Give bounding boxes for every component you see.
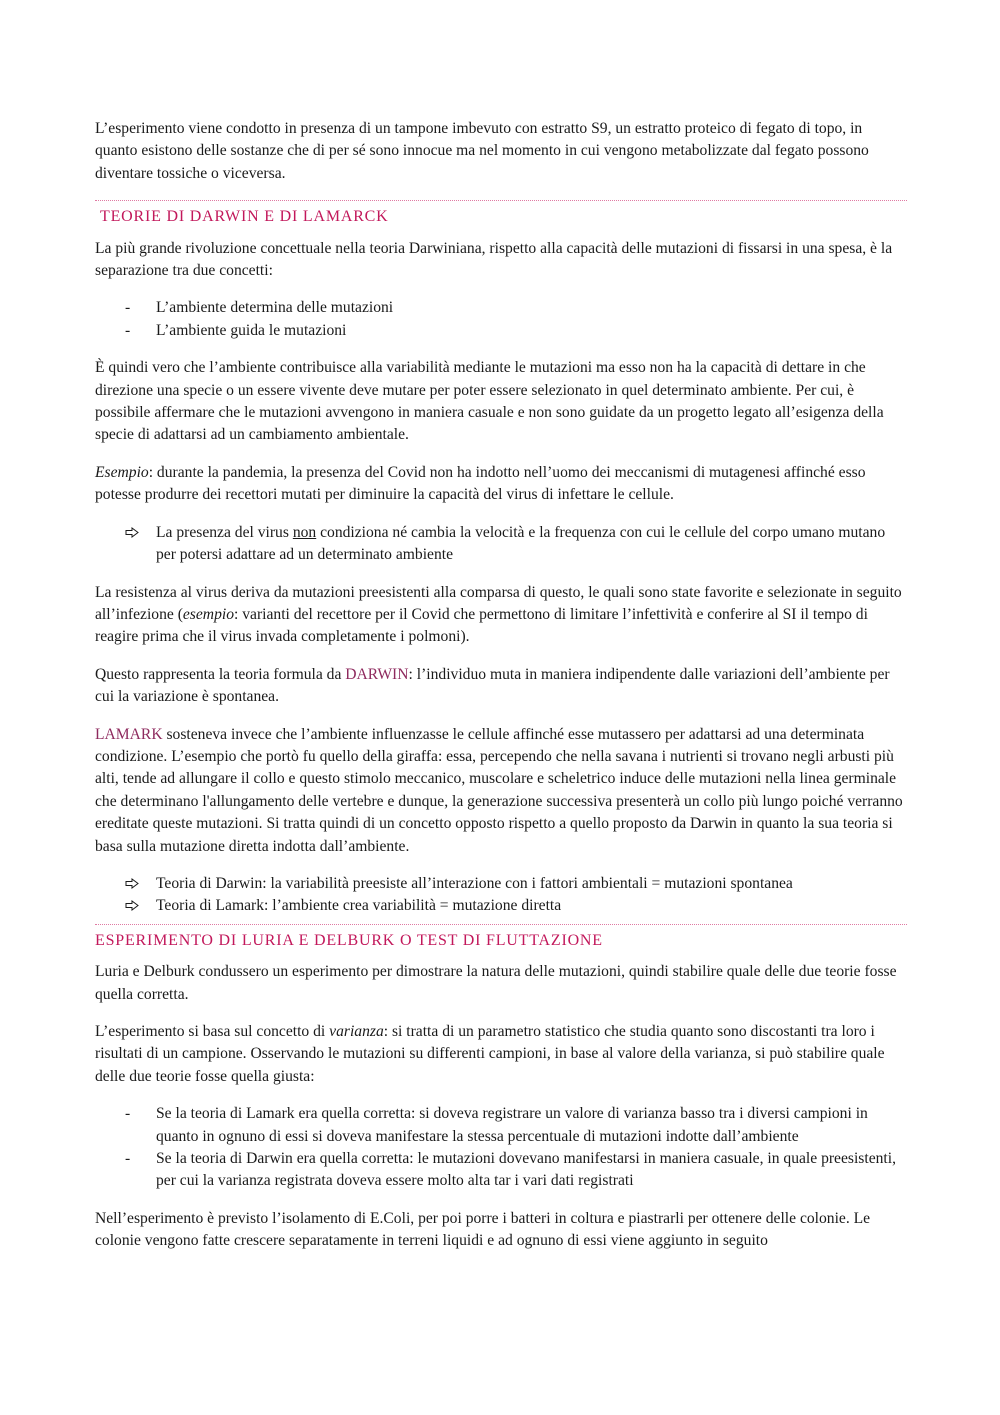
paragraph-variability: È quindi vero che l’ambiente contribuisce alla variabilità mediante le mutazioni ma esso non ha la capacità di dettare in che direzione una specie o un essere vivente deve mutare per poter essere selezionato in quel determinato ambiente. Per cui, è possibile affermare che le mutazioni avvengono in maniera casuale e non sono guidate da un progetto legato all’esigenza della specie di adattarsi ad un cambiamento ambientale. — [95, 359, 884, 444]
list-item: - L’ambiente guida le mutazioni — [95, 320, 907, 342]
intro-paragraph: L’esperimento viene condotto in presenza di un tampone imbevuto con estratto S9, un estratto proteico di fegato di topo, in quanto esistono delle sostanze che di per sé sono innocue ma nel momento in cui vengono metabolizzate dal fegato possono diventare tossiche o viceversa. — [95, 120, 869, 182]
paragraph-example: Esempio: durante la pandemia, la presenza del Covid non ha indotto nell’uomo dei meccanismi di mutagenesi affinché esso potesse produrre dei recettori mutati per diminuire la capacità del virus di infettare le cellule. — [95, 463, 866, 504]
arrow-right-icon — [125, 878, 139, 889]
lamark-term: LAMARK — [95, 725, 163, 743]
paragraph-luria-intro: Luria e Delburk condussero un esperimento per dimostrare la natura delle mutazioni, quindi stabilire quale delle due teorie fosse quella corretta. — [95, 963, 897, 1003]
arrow-item: La presenza del virus non condiziona né cambia la velocità e la frequenza con cui le cellule del corpo umano mutano per potersi adattare ad un determinato ambiente — [95, 522, 907, 567]
dash-marker: - — [125, 321, 131, 339]
arrow-item: Teoria di Darwin: la variabilità preesiste all’interazione con i fattori ambientali = mutazioni spontanea — [95, 873, 907, 895]
list-item: - L’ambiente determina delle mutazioni — [95, 297, 907, 319]
example-label: Esempio — [95, 463, 149, 481]
paragraph-revolution: La più grande rivoluzione concettuale nella teoria Darwiniana, rispetto alla capacità delle mutazioni di fissarsi in una spesa, è la separazione tra due concetti: — [95, 239, 893, 280]
arrow-right-icon — [125, 900, 139, 911]
list-item: - Se la teoria di Darwin era quella corretta: le mutazioni dovevano manifestarsi in maniera casuale, in quale preesistenti, per cui la varianza registrata doveva essere molto alta tar i vari dati registrati — [125, 1150, 896, 1190]
paragraph-variance: L’esperimento si basa sul concetto di varianza: si tratta di un parametro statistico che studia quanto sono discostanti tra loro i risultati di un campione. Osservando le mutazioni su differenti campioni, in base al valore della varianza, si può stabilire quale delle due teorie fosse quella giusta: — [95, 1023, 885, 1085]
underlined-word: non — [292, 523, 317, 541]
darwin-term: DARWIN — [345, 665, 409, 683]
arrow-right-icon — [125, 527, 139, 538]
dash-marker: - — [125, 1150, 131, 1168]
concepts-list — [95, 297, 907, 342]
variance-list — [95, 1103, 907, 1193]
dash-marker: - — [125, 299, 131, 317]
paragraph-darwin: Questo rappresenta la teoria formula da DARWIN: l’individuo muta in maniera indipendente dalle variazioni dell’ambiente per cui la variazione è spontanea. — [95, 665, 890, 706]
list-item: - Se la teoria di Lamark era quella corretta: si doveva registrare un valore di varianza basso tra i diversi campioni in quanto in ognuno di essi si doveva manifestare la stessa percentuale di mutazioni indotte dall’ambiente — [125, 1105, 868, 1145]
section-heading-darwin-lamarck: TEORIE DI DARWIN E DI LAMARCK — [100, 208, 389, 226]
document-page — [95, 118, 907, 1268]
paragraph-ecoli: Nell’esperimento è previsto l’isolamento di E.Coli, per poi porre i batteri in coltura e piastrarli per ottenere delle colonie. Le colonie vengono fatte crescere separatamente in terreni liquidi e ad ognuno di essi viene aggiunto in seguito — [95, 1209, 871, 1250]
arrow-item: Teoria di Lamark: l’ambiente crea variabilità = mutazione diretta — [95, 895, 907, 917]
arrow-list — [95, 522, 907, 567]
paragraph-lamark: LAMARK sosteneva invece che l’ambiente influenzasse le cellule affinché esse mutassero per adattarsi ad una determinata condizione. L’esempio che portò fu quello della giraffa: essa, percependo che nella savana i nutrienti si trovano negli arbusti più alti, tende ad allungare il collo e questo stimolo meccanico, muscolare e scheletrico induce delle mutazioni nella linea germinale che determinano l'allungamento delle vertebre e dunque, la generazione successiva presenterà un collo più lungo poiché verranno ereditate queste mutazioni. Si tratta quindi di un concetto opposto rispetto a quello proposto da Darwin in quanto la sua teoria si basa sulla mutazione diretta indotta dall’ambiente. — [95, 725, 903, 855]
section-heading-luria-delburk: ESPERIMENTO DI LURIA E DELBURK O TEST DI FLUTTAZIONE — [95, 931, 603, 949]
dash-marker: - — [125, 1105, 131, 1123]
theory-arrow-list — [95, 873, 907, 918]
paragraph-resistance: La resistenza al virus deriva da mutazioni preesistenti alla comparsa di questo, le quali sono state favorite e selezionate in seguito all’infezione (esempio: varianti del recettore per il Covid che permettono di limitare l’infettività e conferire al SI il tempo di reagire prima che il virus invada completamente i polmoni). — [95, 583, 902, 646]
